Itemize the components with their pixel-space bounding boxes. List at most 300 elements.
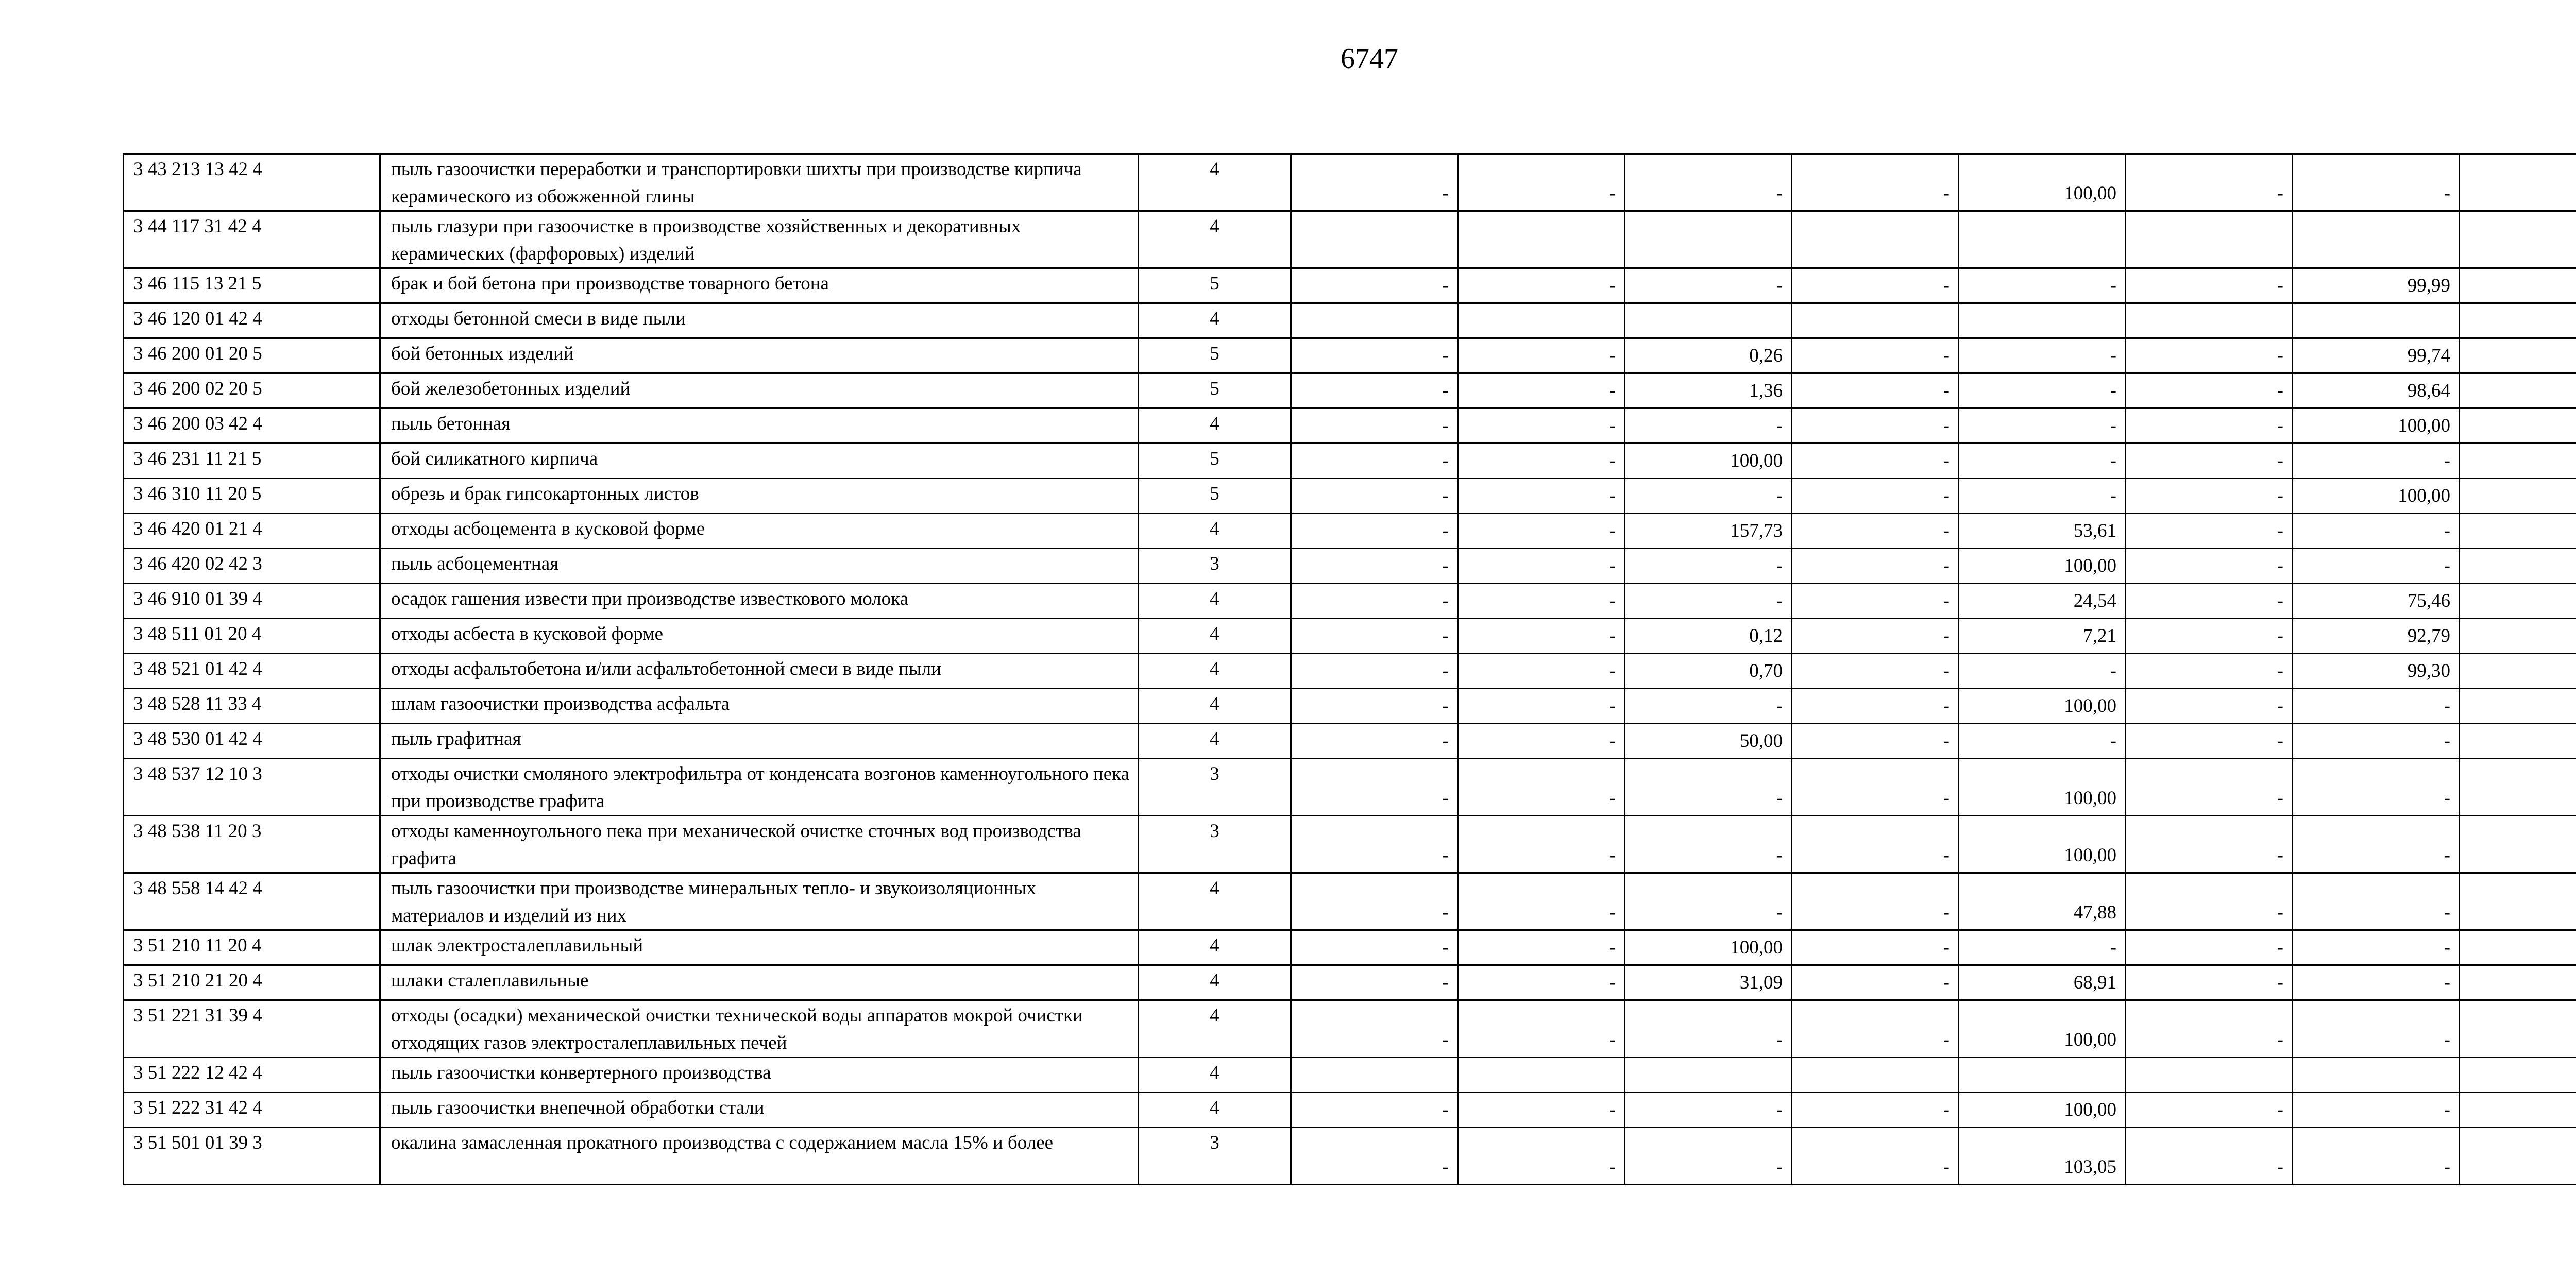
- percentage-cell: 1,36: [1625, 373, 1792, 408]
- percentage-cell: -: [1458, 759, 1625, 816]
- waste-name-cell: шлам газоочистки производства асфальта: [380, 689, 1139, 724]
- table-row: [124, 514, 2576, 549]
- percentage-cell: [2460, 654, 2576, 689]
- waste-code-cell: 3 48 528 11 33 4: [124, 689, 380, 724]
- percentage-cell: -: [2126, 338, 2293, 373]
- percentage-cell: [2460, 816, 2576, 873]
- percentage-cell: 50,00: [1625, 724, 1792, 759]
- percentage-cell: -: [1291, 689, 1458, 724]
- percentage-cell: -: [1625, 816, 1792, 873]
- percentage-cell: [1959, 303, 2126, 338]
- percentage-cell: -: [1792, 930, 1959, 965]
- percentage-cell: 24,54: [1959, 584, 2126, 619]
- hazard-class-cell: 4: [1139, 1058, 1291, 1093]
- percentage-cell: [1458, 303, 1625, 338]
- percentage-cell: -: [1792, 584, 1959, 619]
- percentage-cell: -: [1458, 1093, 1625, 1128]
- table-row: [124, 373, 2576, 408]
- waste-code-cell: 3 46 200 02 20 5: [124, 373, 380, 408]
- hazard-class-cell: 5: [1139, 444, 1291, 479]
- percentage-cell: -: [1458, 154, 1625, 211]
- percentage-cell: -: [2293, 444, 2460, 479]
- percentage-cell: -: [2126, 1000, 2293, 1058]
- percentage-cell: -: [1625, 408, 1792, 444]
- percentage-cell: [2460, 1058, 2576, 1093]
- percentage-cell: -: [1458, 549, 1625, 584]
- percentage-cell: -: [2293, 724, 2460, 759]
- percentage-cell: -: [1458, 444, 1625, 479]
- percentage-cell: [2460, 873, 2576, 930]
- percentage-cell: -: [1625, 1128, 1792, 1185]
- table-row: [124, 1128, 2576, 1185]
- table-row: [124, 1000, 2576, 1058]
- waste-code-cell: 3 43 213 13 42 4: [124, 154, 380, 211]
- percentage-cell: -: [1291, 479, 1458, 514]
- percentage-cell: -: [1458, 514, 1625, 549]
- percentage-cell: [2460, 759, 2576, 816]
- percentage-cell: -: [1291, 654, 1458, 689]
- waste-code-cell: 3 46 115 13 21 5: [124, 268, 380, 303]
- percentage-cell: -: [1792, 373, 1959, 408]
- percentage-cell: [2293, 303, 2460, 338]
- percentage-cell: 31,09: [1625, 965, 1792, 1000]
- hazard-class-cell: 4: [1139, 930, 1291, 965]
- waste-name-cell: отходы очистки смоляного электрофильтра от конденсата возгонов каменноугольного пека при производстве графита: [380, 759, 1139, 816]
- waste-code-cell: 3 44 117 31 42 4: [124, 211, 380, 268]
- percentage-cell: 0,26: [1625, 338, 1792, 373]
- hazard-class-cell: 4: [1139, 408, 1291, 444]
- percentage-cell: 100,00: [1959, 549, 2126, 584]
- table-row: [124, 338, 2576, 373]
- percentage-cell: -: [1458, 338, 1625, 373]
- hazard-class-cell: 4: [1139, 154, 1291, 211]
- percentage-cell: -: [1792, 873, 1959, 930]
- percentage-cell: -: [2293, 689, 2460, 724]
- hazard-class-cell: 4: [1139, 689, 1291, 724]
- waste-name-cell: отходы асбоцемента в кусковой форме: [380, 514, 1139, 549]
- percentage-cell: [2460, 689, 2576, 724]
- percentage-cell: -: [1291, 514, 1458, 549]
- percentage-cell: 99,30: [2293, 654, 2460, 689]
- waste-name-cell: осадок гашения извести при производстве известкового молока: [380, 584, 1139, 619]
- percentage-cell: -: [2126, 930, 2293, 965]
- percentage-cell: [2126, 211, 2293, 268]
- hazard-class-cell: 4: [1139, 303, 1291, 338]
- percentage-cell: -: [2126, 873, 2293, 930]
- percentage-cell: [2460, 444, 2576, 479]
- waste-name-cell: пыль бетонная: [380, 408, 1139, 444]
- percentage-cell: -: [1792, 514, 1959, 549]
- percentage-cell: -: [1458, 724, 1625, 759]
- percentage-cell: [2460, 965, 2576, 1000]
- percentage-cell: -: [1291, 268, 1458, 303]
- percentage-cell: [2126, 1058, 2293, 1093]
- percentage-cell: -: [1291, 1000, 1458, 1058]
- percentage-cell: -: [1792, 1128, 1959, 1185]
- percentage-cell: -: [2293, 965, 2460, 1000]
- hazard-class-cell: 3: [1139, 549, 1291, 584]
- waste-code-cell: 3 46 310 11 20 5: [124, 479, 380, 514]
- percentage-cell: -: [1959, 373, 2126, 408]
- percentage-cell: -: [1792, 724, 1959, 759]
- percentage-cell: [1792, 303, 1959, 338]
- percentage-cell: 47,88: [1959, 873, 2126, 930]
- waste-code-cell: 3 46 231 11 21 5: [124, 444, 380, 479]
- percentage-cell: [1291, 1058, 1458, 1093]
- table-row: [124, 759, 2576, 816]
- table-row: [124, 303, 2576, 338]
- percentage-cell: 0,12: [1625, 619, 1792, 654]
- percentage-cell: [1792, 211, 1959, 268]
- percentage-cell: 100,00: [1959, 759, 2126, 816]
- percentage-cell: -: [2126, 965, 2293, 1000]
- waste-code-cell: 3 46 420 01 21 4: [124, 514, 380, 549]
- percentage-cell: 100,00: [1959, 689, 2126, 724]
- hazard-class-cell: 4: [1139, 211, 1291, 268]
- waste-name-cell: обрезь и брак гипсокартонных листов: [380, 479, 1139, 514]
- percentage-cell: [1625, 211, 1792, 268]
- percentage-cell: [2460, 408, 2576, 444]
- waste-name-cell: бой бетонных изделий: [380, 338, 1139, 373]
- hazard-class-cell: 4: [1139, 619, 1291, 654]
- percentage-cell: -: [1625, 479, 1792, 514]
- percentage-cell: -: [2293, 816, 2460, 873]
- percentage-cell: -: [2293, 873, 2460, 930]
- percentage-cell: -: [1959, 654, 2126, 689]
- percentage-cell: -: [1625, 1000, 1792, 1058]
- waste-code-cell: 3 48 537 12 10 3: [124, 759, 380, 816]
- percentage-cell: -: [1959, 268, 2126, 303]
- percentage-cell: 100,00: [2293, 408, 2460, 444]
- table-row: [124, 154, 2576, 211]
- percentage-cell: -: [2126, 444, 2293, 479]
- hazard-class-cell: 5: [1139, 268, 1291, 303]
- percentage-cell: -: [1792, 479, 1959, 514]
- table-row: [124, 619, 2576, 654]
- percentage-cell: -: [1792, 1000, 1959, 1058]
- percentage-cell: -: [2293, 1093, 2460, 1128]
- percentage-cell: [2460, 211, 2576, 268]
- waste-name-cell: пыль газоочистки конвертерного производства: [380, 1058, 1139, 1093]
- percentage-cell: [2293, 1058, 2460, 1093]
- percentage-cell: -: [1458, 654, 1625, 689]
- percentage-cell: -: [1458, 268, 1625, 303]
- percentage-cell: 75,46: [2293, 584, 2460, 619]
- percentage-cell: -: [1458, 930, 1625, 965]
- waste-code-cell: 3 46 120 01 42 4: [124, 303, 380, 338]
- percentage-cell: -: [1792, 965, 1959, 1000]
- percentage-cell: -: [2293, 154, 2460, 211]
- percentage-cell: [2460, 930, 2576, 965]
- waste-code-cell: 3 48 538 11 20 3: [124, 816, 380, 873]
- table-row: [124, 689, 2576, 724]
- percentage-cell: [1959, 211, 2126, 268]
- percentage-cell: -: [1625, 873, 1792, 930]
- waste-name-cell: шлак электросталеплавильный: [380, 930, 1139, 965]
- percentage-cell: 100,00: [1959, 1093, 2126, 1128]
- percentage-cell: 0,70: [1625, 654, 1792, 689]
- waste-code-cell: 3 46 200 01 20 5: [124, 338, 380, 373]
- percentage-cell: [2460, 619, 2576, 654]
- percentage-cell: -: [2293, 1128, 2460, 1185]
- waste-name-cell: пыль газоочистки переработки и транспортировки шихты при производстве кирпича керамического из обожженной глины: [380, 154, 1139, 211]
- percentage-cell: -: [1291, 1128, 1458, 1185]
- percentage-cell: -: [1458, 373, 1625, 408]
- percentage-cell: 99,99: [2293, 268, 2460, 303]
- waste-name-cell: шлаки сталеплавильные: [380, 965, 1139, 1000]
- waste-code-cell: 3 48 521 01 42 4: [124, 654, 380, 689]
- percentage-cell: 157,73: [1625, 514, 1792, 549]
- percentage-cell: -: [1959, 930, 2126, 965]
- waste-code-cell: 3 51 222 31 42 4: [124, 1093, 380, 1128]
- table-row: [124, 444, 2576, 479]
- percentage-cell: 100,00: [2293, 479, 2460, 514]
- percentage-cell: -: [1291, 408, 1458, 444]
- percentage-cell: 100,00: [1959, 1000, 2126, 1058]
- percentage-cell: 92,79: [2293, 619, 2460, 654]
- percentage-cell: [1458, 211, 1625, 268]
- percentage-cell: [1625, 1058, 1792, 1093]
- table-row: [124, 654, 2576, 689]
- waste-name-cell: пыль газоочистки внепечной обработки стали: [380, 1093, 1139, 1128]
- percentage-cell: -: [1291, 444, 1458, 479]
- percentage-cell: 100,00: [1625, 444, 1792, 479]
- table-row: [124, 1058, 2576, 1093]
- percentage-cell: -: [2126, 479, 2293, 514]
- table-row: [124, 479, 2576, 514]
- percentage-cell: 100,00: [1959, 154, 2126, 211]
- percentage-cell: [2460, 154, 2576, 211]
- percentage-cell: -: [2126, 549, 2293, 584]
- percentage-cell: -: [1625, 268, 1792, 303]
- waste-code-cell: 3 46 420 02 42 3: [124, 549, 380, 584]
- percentage-cell: [1291, 303, 1458, 338]
- waste-code-cell: 3 48 558 14 42 4: [124, 873, 380, 930]
- percentage-cell: [2126, 303, 2293, 338]
- percentage-cell: -: [1458, 873, 1625, 930]
- waste-name-cell: пыль асбоцементная: [380, 549, 1139, 584]
- hazard-class-cell: 5: [1139, 479, 1291, 514]
- percentage-cell: [1291, 211, 1458, 268]
- waste-name-cell: бой силикатного кирпича: [380, 444, 1139, 479]
- waste-name-cell: отходы бетонной смеси в виде пыли: [380, 303, 1139, 338]
- waste-code-cell: 3 51 501 01 39 3: [124, 1128, 380, 1185]
- table-row: [124, 1093, 2576, 1128]
- page-number: 6747: [1341, 43, 1398, 75]
- percentage-cell: [1959, 1058, 2126, 1093]
- percentage-cell: [2460, 479, 2576, 514]
- table-row: [124, 211, 2576, 268]
- percentage-cell: -: [1792, 1093, 1959, 1128]
- waste-code-cell: 3 48 530 01 42 4: [124, 724, 380, 759]
- table-row: [124, 965, 2576, 1000]
- percentage-cell: -: [2126, 759, 2293, 816]
- waste-code-cell: 3 46 200 03 42 4: [124, 408, 380, 444]
- percentage-cell: -: [2293, 930, 2460, 965]
- percentage-cell: -: [1291, 930, 1458, 965]
- hazard-class-cell: 5: [1139, 373, 1291, 408]
- percentage-cell: -: [2126, 619, 2293, 654]
- percentage-cell: -: [1792, 654, 1959, 689]
- waste-code-cell: 3 46 910 01 39 4: [124, 584, 380, 619]
- table-row: [124, 408, 2576, 444]
- percentage-cell: -: [1291, 873, 1458, 930]
- hazard-class-cell: 3: [1139, 759, 1291, 816]
- waste-table: [123, 153, 2576, 1185]
- waste-name-cell: пыль глазури при газоочистке в производстве хозяйственных и декоративных керамических (фарфоровых) изделий: [380, 211, 1139, 268]
- percentage-cell: -: [1792, 689, 1959, 724]
- hazard-class-cell: 3: [1139, 1128, 1291, 1185]
- percentage-cell: [2460, 514, 2576, 549]
- waste-name-cell: отходы асфальтобетона и/или асфальтобетонной смеси в виде пыли: [380, 654, 1139, 689]
- percentage-cell: [1458, 1058, 1625, 1093]
- hazard-class-cell: 4: [1139, 584, 1291, 619]
- percentage-cell: -: [1625, 689, 1792, 724]
- percentage-cell: -: [2126, 816, 2293, 873]
- waste-code-cell: 3 48 511 01 20 4: [124, 619, 380, 654]
- waste-code-cell: 3 51 222 12 42 4: [124, 1058, 380, 1093]
- percentage-cell: [2293, 211, 2460, 268]
- hazard-class-cell: 4: [1139, 514, 1291, 549]
- table-row: [124, 873, 2576, 930]
- percentage-cell: 100,00: [1959, 816, 2126, 873]
- percentage-cell: -: [2126, 584, 2293, 619]
- percentage-cell: -: [2126, 268, 2293, 303]
- percentage-cell: -: [1792, 268, 1959, 303]
- percentage-cell: -: [1458, 965, 1625, 1000]
- percentage-cell: -: [2293, 759, 2460, 816]
- waste-name-cell: пыль газоочистки при производстве минеральных тепло- и звукоизоляционных материалов и изделий из них: [380, 873, 1139, 930]
- percentage-cell: -: [2126, 514, 2293, 549]
- percentage-cell: 7,21: [1959, 619, 2126, 654]
- percentage-cell: -: [1458, 1128, 1625, 1185]
- percentage-cell: -: [2126, 373, 2293, 408]
- hazard-class-cell: 4: [1139, 724, 1291, 759]
- percentage-cell: -: [2293, 514, 2460, 549]
- percentage-cell: -: [2126, 1093, 2293, 1128]
- percentage-cell: -: [1458, 1000, 1625, 1058]
- percentage-cell: -: [1291, 619, 1458, 654]
- percentage-cell: -: [1959, 724, 2126, 759]
- table-row: [124, 268, 2576, 303]
- waste-name-cell: бой железобетонных изделий: [380, 373, 1139, 408]
- percentage-cell: -: [1458, 689, 1625, 724]
- percentage-cell: [2460, 1128, 2576, 1185]
- waste-name-cell: отходы асбеста в кусковой форме: [380, 619, 1139, 654]
- percentage-cell: -: [1458, 619, 1625, 654]
- percentage-cell: [2460, 549, 2576, 584]
- waste-code-cell: 3 51 221 31 39 4: [124, 1000, 380, 1058]
- percentage-cell: [2460, 1093, 2576, 1128]
- percentage-cell: [2460, 584, 2576, 619]
- percentage-cell: -: [1458, 816, 1625, 873]
- percentage-cell: -: [1291, 759, 1458, 816]
- percentage-cell: [1792, 1058, 1959, 1093]
- percentage-cell: -: [1458, 408, 1625, 444]
- percentage-cell: -: [1792, 816, 1959, 873]
- percentage-cell: -: [1625, 154, 1792, 211]
- percentage-cell: -: [2126, 689, 2293, 724]
- waste-name-cell: отходы каменноугольного пека при механической очистке сточных вод производства графита: [380, 816, 1139, 873]
- percentage-cell: [2460, 373, 2576, 408]
- table-row: [124, 816, 2576, 873]
- percentage-cell: -: [2126, 1128, 2293, 1185]
- table-row: [124, 724, 2576, 759]
- percentage-cell: [2460, 1000, 2576, 1058]
- percentage-cell: -: [1625, 1093, 1792, 1128]
- percentage-cell: [2460, 303, 2576, 338]
- waste-name-cell: пыль графитная: [380, 724, 1139, 759]
- percentage-cell: -: [1792, 444, 1959, 479]
- percentage-cell: -: [1291, 549, 1458, 584]
- percentage-cell: 53,61: [1959, 514, 2126, 549]
- percentage-cell: -: [1959, 338, 2126, 373]
- percentage-cell: -: [1792, 338, 1959, 373]
- percentage-cell: 103,05: [1959, 1128, 2126, 1185]
- percentage-cell: -: [2126, 408, 2293, 444]
- percentage-cell: -: [1291, 338, 1458, 373]
- percentage-cell: -: [1792, 408, 1959, 444]
- percentage-cell: -: [1792, 759, 1959, 816]
- hazard-class-cell: 4: [1139, 965, 1291, 1000]
- percentage-cell: -: [1959, 444, 2126, 479]
- percentage-cell: 99,74: [2293, 338, 2460, 373]
- percentage-cell: -: [1458, 584, 1625, 619]
- percentage-cell: -: [1625, 549, 1792, 584]
- percentage-cell: -: [1959, 408, 2126, 444]
- percentage-cell: -: [2293, 549, 2460, 584]
- percentage-cell: -: [1291, 965, 1458, 1000]
- percentage-cell: -: [1625, 584, 1792, 619]
- waste-name-cell: брак и бой бетона при производстве товарного бетона: [380, 268, 1139, 303]
- percentage-cell: -: [1291, 373, 1458, 408]
- hazard-class-cell: 4: [1139, 1093, 1291, 1128]
- percentage-cell: -: [2126, 724, 2293, 759]
- hazard-class-cell: 4: [1139, 654, 1291, 689]
- hazard-class-cell: 4: [1139, 1000, 1291, 1058]
- waste-code-cell: 3 51 210 11 20 4: [124, 930, 380, 965]
- percentage-cell: 68,91: [1959, 965, 2126, 1000]
- percentage-cell: 100,00: [1625, 930, 1792, 965]
- percentage-cell: [1625, 303, 1792, 338]
- waste-code-cell: 3 51 210 21 20 4: [124, 965, 380, 1000]
- percentage-cell: 98,64: [2293, 373, 2460, 408]
- percentage-cell: -: [2126, 654, 2293, 689]
- hazard-class-cell: 4: [1139, 873, 1291, 930]
- percentage-cell: [2460, 724, 2576, 759]
- percentage-cell: -: [1792, 154, 1959, 211]
- table-row: [124, 584, 2576, 619]
- table-body: [124, 154, 2576, 1185]
- table-row: [124, 930, 2576, 965]
- percentage-cell: -: [2126, 154, 2293, 211]
- hazard-class-cell: 5: [1139, 338, 1291, 373]
- percentage-cell: -: [1959, 479, 2126, 514]
- percentage-cell: -: [1792, 549, 1959, 584]
- waste-name-cell: отходы (осадки) механической очистки технической воды аппаратов мокрой очистки отходящих газов электросталеплавильных печей: [380, 1000, 1139, 1058]
- percentage-cell: -: [1291, 724, 1458, 759]
- percentage-cell: -: [1792, 619, 1959, 654]
- percentage-cell: [2460, 338, 2576, 373]
- waste-name-cell: окалина замасленная прокатного производства с содержанием масла 15% и более: [380, 1128, 1139, 1185]
- table-row: [124, 549, 2576, 584]
- percentage-cell: -: [1291, 584, 1458, 619]
- percentage-cell: -: [1625, 759, 1792, 816]
- percentage-cell: [2460, 268, 2576, 303]
- hazard-class-cell: 3: [1139, 816, 1291, 873]
- percentage-cell: -: [2293, 1000, 2460, 1058]
- percentage-cell: -: [1458, 479, 1625, 514]
